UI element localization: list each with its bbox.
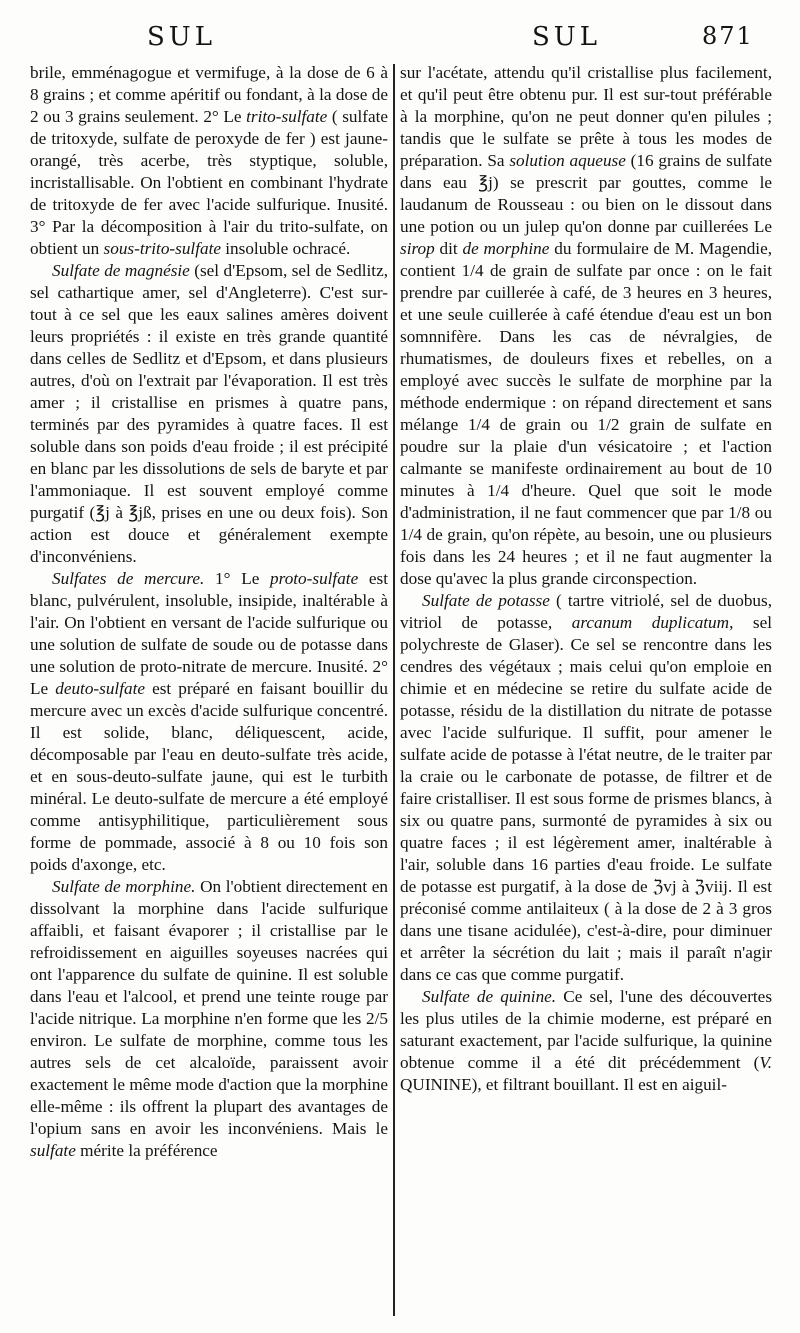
entry-heading: Sulfates de mercure. [52, 569, 205, 588]
entry-heading: Sulfate de magnésie [52, 261, 190, 280]
paragraph-sulfates-mercure [30, 568, 388, 876]
entry-heading: Sulfate de quinine. [422, 987, 557, 1006]
paragraph-sulfate-quinine [400, 986, 772, 1096]
term-italic: arcanum duplicatum [571, 613, 730, 632]
text-run: mérite la préférence [80, 1141, 218, 1160]
term-italic: solution aqueuse [509, 151, 626, 170]
text-run: On l'obtient directement en dissolvant la morphine dans l'acide sulfurique affaibli, et faisant évaporer ; il cristallise par le refroidissement en aiguilles soyeuses nacrées qui ont l'apparence du sulfate de quinine. Il est soluble dans l'eau et l'alcool, et prend une teinte rouge par l'acide nitrique. La morphine n'en forme que les 2/5 environ. Le sulfate de morphine, comme tous les autres sels de cet alcaloïde, paraissent avoir exactement le même mode d'action que la morphine elle-même : ils offrent la plupart des avantages de l'opium sans en avoir les inconvéniens. Mais le [30, 877, 388, 1138]
text-run: brile, emménagogue et vermifuge, à la dose de 6 à 8 grains ; et comme apéritif ou fondant, à la dose de 2 ou 3 grains seulement. 2° Le [30, 63, 388, 126]
text-run: ( sulfate de tritoxyde, sulfate de peroxyde de fer ) est jaune-orangé, très acerbe, très styptique, soluble, incristallisable. On l'obtient en combinant l'hydrate de tritoxyde de fer avec l'acide sulfurique. Inusité. 3° Par la décomposition à l'air du trito-sulfate, on obtient un [30, 107, 389, 258]
running-head-right: SUL [532, 22, 601, 52]
text-run: ( tartre vitriolé, sel de duobus, vitriol de potasse, [400, 591, 773, 632]
text-run: sur l'acétate, attendu qu'il cristallise plus facilement, et qu'il peut être obtenu pur. Il est sur-tout préférable à la morphine, qu'on ne peut donner qu'en pilules ; tandis que le sulfate se prête à tous les modes de préparation. Sa [400, 63, 772, 170]
entry-heading: Sulfate de morphine. [52, 877, 196, 896]
term-italic: V. [759, 1053, 772, 1072]
term-italic: proto-sulfate [270, 569, 359, 588]
text-run: Ce sel, l'une des découvertes les plus utiles de la chimie moderne, est préparé en saturant exactement, par l'acide sulfurique, la quinine obtenue comme il a été dit précédemment ( [400, 987, 773, 1072]
running-head-left: SUL [147, 22, 216, 52]
paragraph-sulfate-morphine [30, 876, 388, 1162]
text-run: , sel polychreste de Glaser). Ce sel se rencontre dans les cendres des végétaux ; mais celui qu'on emploie en chimie et en médecine se retire du sulfate acide de potasse, résidu de la distillation du nitrate de potasse avec l'acide sulfurique. Il suffit, pour amener le sulfate acide de potasse à l'état neutre, de le traiter par la craie ou le carbonate de potasse, de filtrer et de faire cristalliser. Il est sous forme de prismes blancs, à six ou quatre pans, surmonté de pyramides à six ou quatre faces ; il est légèrement amer, inaltérable à l'air, soluble dans 16 parties d'eau froide. Le sulfate de potasse est purgatif, à la dose de ℨvj à ℨviij. Il est préconisé comme antilaiteux ( à la dose de 2 à 3 gros dans une tisane acidulée), c'est-à-dire, pour diminuer et arrêter la sécrétion du lait ; mais il paraît n'agir dans ce cas que comme purgatif. [400, 613, 772, 984]
text-run: 1° Le [215, 569, 260, 588]
paragraph-fer-sulfate [30, 62, 388, 260]
term-italic: deuto-sulfate [55, 679, 145, 698]
text-run: du formulaire de M. Magendie, contient 1/4 de grain de sulfate par once : on le fait prendre par cuillerée à café, de 3 heures en 3 heures, et une seule cuillerée à café étendue d'eau est un bon somnnifère. Dans les cas de névralgies, de rhumatismes, de douleurs fixes et rebelles, on a employé avec succès le sulfate de morphine par la méthode endermique : on répand directement et sans mélange 1/4 de grain ou 1/2 grain de sulfate en poudre sur la plaie d'un vésicatoire ; et l'action calmante se manifeste ordinairement au bout de 10 minutes à 1/4 d'heure. Quel que soit le mode d'administration, il ne faut commencer que par 1/8 ou 1/4 de grain, qu'on répète, au besoin, une ou plusieurs fois dans les 24 heures ; et il ne faut augmenter la dose qu'avec la plus grande circonspection. [400, 239, 773, 588]
text-run: est préparé en faisant bouillir du mercure avec un excès d'acide sulfurique concentré. Il est solide, blanc, déliquescent, acide, décomposable par l'eau en deuto-sulfate très acide, et en sous-deuto-sulfate jaune, qui est le turbith minéral. Le deuto-sulfate de mercure a été employé comme antisyphilitique, particulièrement sous forme de pommade, associé à 8 ou 10 fois son poids d'axonge, etc. [30, 679, 388, 874]
paragraph-morphine-continued [400, 62, 772, 590]
left-column [30, 62, 388, 1317]
text-run: (sel d'Epsom, sel de Sedlitz, sel cathartique amer, sel d'Angleterre). C'est sur-tout à ce sel que les eaux salines amères doivent leurs propriétés : il existe en très grande quantité dans celles de Sedlitz et d'Epsom, et dans plusieurs autres, d'où on l'extrait par l'évaporation. Il est très amer ; il cristallise en prismes à quatre pans, terminés par des pyramides à quatre faces. Il est soluble dans son poids d'eau froide ; il est précipité en blanc par les dissolutions de sels de baryte et par l'ammoniaque. Il est souvent employé comme purgatif (℥j à ℥jß, prises en une ou deux fois). Son action est douce et généralement exempte d'inconvéniens. [30, 261, 388, 566]
right-column [400, 62, 772, 1317]
paragraph-sulfate-potasse [400, 590, 772, 986]
term-italic: sous-trito-sulfate [103, 239, 221, 258]
text-run: est blanc, pulvérulent, insoluble, insipide, inaltérable à l'air. On l'obtient en versant de l'acide sulfurique ou une solution de sulfate de soude ou de potasse dans une solution de proto-nitrate de mercure. Inusité. 2° Le [30, 569, 389, 698]
term-italic: de morphine [462, 239, 550, 258]
paragraph-sulfate-magnesie [30, 260, 388, 568]
page-number: 871 [702, 22, 754, 50]
text-run: dit [439, 239, 458, 258]
text-run: QUININE), et filtrant bouillant. Il est en aiguil- [400, 1075, 727, 1094]
term-italic: sulfate [30, 1141, 76, 1160]
column-divider [393, 64, 395, 1316]
term-italic: trito-sulfate [246, 107, 328, 126]
text-run: insoluble ochracé. [225, 239, 351, 258]
term-italic: sirop [400, 239, 435, 258]
text-run: (16 grains de sulfate dans eau ℥j) se prescrit par gouttes, comme le laudanum de Rousseau : ou bien on le dissout dans une potion ou un julep qu'on donne par cuillerées Le [400, 151, 772, 236]
entry-heading: Sulfate de potasse [422, 591, 550, 610]
